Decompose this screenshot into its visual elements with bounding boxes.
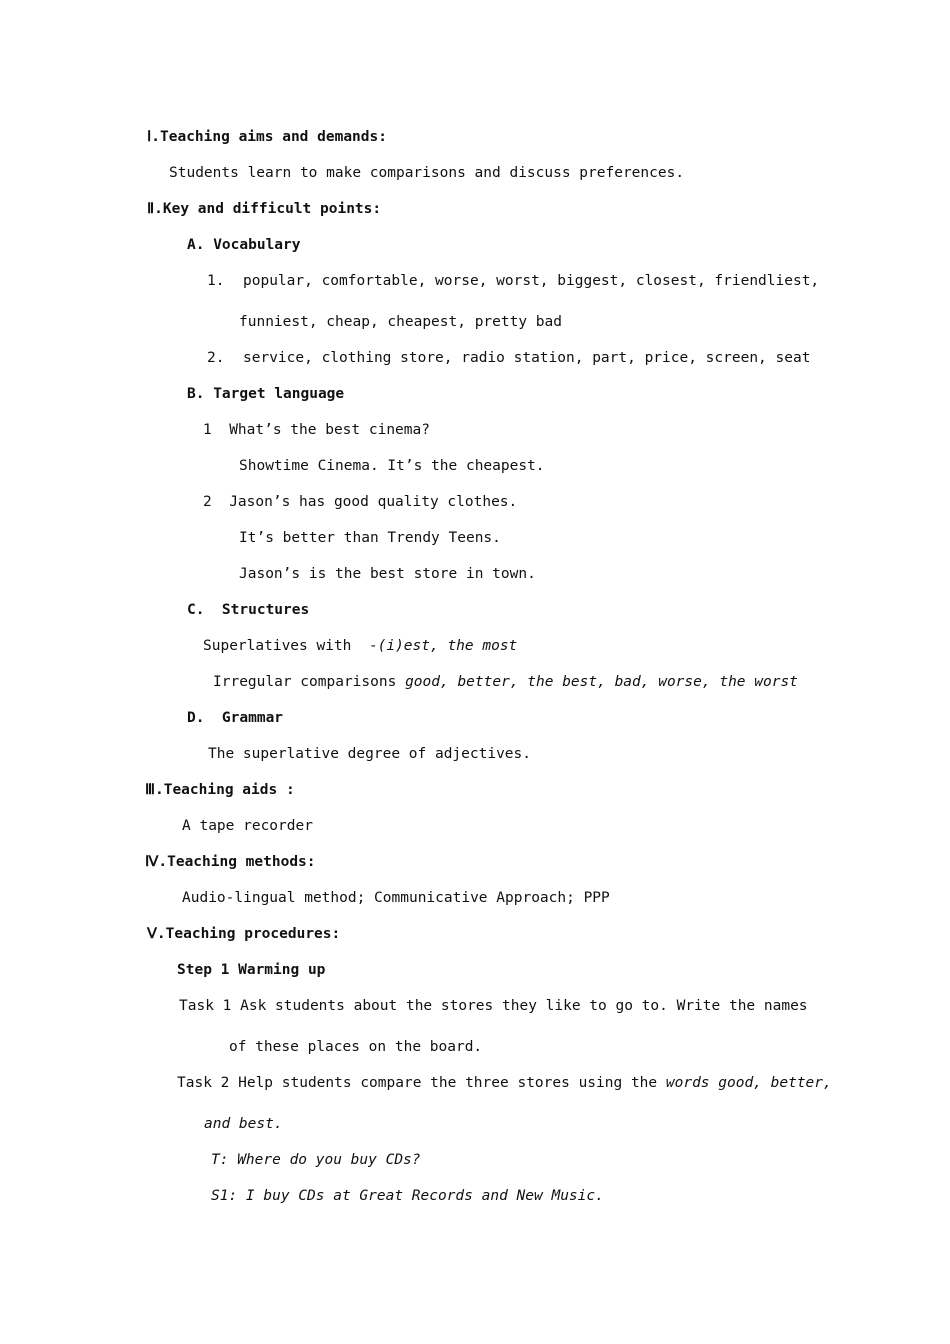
section-3-heading: Ⅲ.Teaching aids :: [145, 782, 295, 798]
task-2-cont: and best.: [204, 1116, 283, 1132]
target-language-title: B. Target language: [187, 386, 345, 402]
section-4-text: Audio-lingual method; Communicative Approach; PPP: [182, 890, 610, 906]
irregular-line: [213, 673, 798, 691]
dialog-line-2: S1: I buy CDs at Great Records and New Music.: [211, 1188, 604, 1204]
vocabulary-line-1-cont: funniest, cheap, cheapest, pretty bad: [239, 314, 563, 330]
vocabulary-number-1: 1.: [207, 273, 225, 289]
task-2: [177, 1074, 832, 1092]
task-1: Task 1 Ask students about the stores they like to go to. Write the names: [179, 998, 808, 1014]
vocabulary-number-2: 2.: [207, 350, 225, 366]
irregular-forms: good, better, the best, bad, worse, the worst: [405, 674, 798, 690]
dialog-line-1: T: Where do you buy CDs?: [211, 1152, 421, 1168]
target-item-1-answer: Showtime Cinema. It’s the cheapest.: [239, 458, 545, 474]
target-item-2: 2 Jason’s has good quality clothes.: [203, 494, 518, 510]
section-1-heading: Ⅰ.Teaching aims and demands:: [147, 129, 387, 145]
section-2-heading: Ⅱ.Key and difficult points:: [147, 201, 382, 217]
task-2-text: Task 2 Help students compare the three stores using the: [177, 1075, 666, 1091]
superlatives-label: Superlatives with -: [203, 638, 378, 654]
task-1-cont: of these places on the board.: [229, 1039, 483, 1055]
task-2-italic: words good, better,: [665, 1075, 832, 1091]
section-3-text: A tape recorder: [182, 818, 313, 834]
section-5-heading: Ⅴ.Teaching procedures:: [147, 926, 341, 942]
grammar-title: D. Grammar: [187, 710, 284, 726]
section-1-text: Students learn to make comparisons and discuss preferences.: [169, 165, 685, 181]
target-item-2-line-2: It’s better than Trendy Teens.: [239, 530, 501, 546]
vocabulary-title: A. Vocabulary: [187, 237, 301, 253]
step-1-title: Step 1 Warming up: [177, 962, 326, 978]
section-4-heading: Ⅳ.Teaching methods:: [145, 854, 316, 870]
vocabulary-line-1: popular, comfortable, worse, worst, biggest, closest, friendliest,: [243, 273, 820, 289]
structures-title: C. Structures: [187, 602, 310, 618]
grammar-text: The superlative degree of adjectives.: [208, 746, 532, 762]
superlatives-line: [203, 637, 517, 655]
irregular-label: Irregular comparisons: [213, 674, 406, 690]
superlatives-forms: (i)est, the most: [377, 638, 518, 654]
target-item-1: 1 What’s the best cinema?: [203, 422, 430, 438]
target-item-2-line-3: Jason’s is the best store in town.: [239, 566, 536, 582]
vocabulary-line-2: service, clothing store, radio station, part, price, screen, seat: [243, 350, 811, 366]
